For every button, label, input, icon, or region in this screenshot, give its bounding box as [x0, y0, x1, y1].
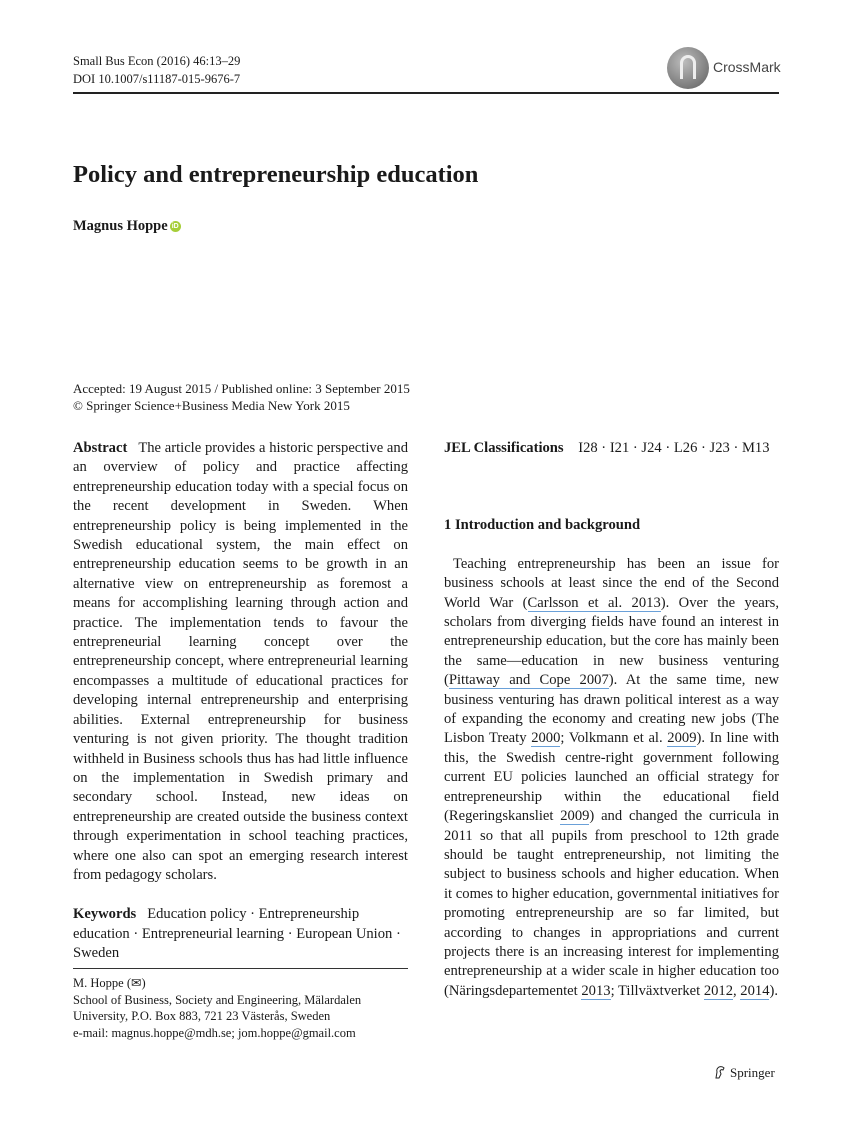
citation-link[interactable]: 2012 — [703, 982, 733, 999]
running-header — [73, 52, 240, 88]
doi[interactable]: DOI 10.1007/s11187-015-9676-7 — [73, 72, 241, 86]
keywords-text: Education policy · Entrepreneurship education · Entrepreneurial learning · European Union · Sweden — [73, 906, 401, 962]
keywords — [73, 905, 408, 963]
keywords-label: Keywords — [73, 906, 137, 923]
accepted-published: Accepted: 19 August 2015 / Published online: 3 September 2015 — [73, 381, 410, 396]
footnote-affiliation: School of Business, Society and Engineering, Mälardalen University, P.O. Box 883, 721 23 Västerås, Sweden — [73, 992, 362, 1023]
crossmark-label: CrossMark — [713, 59, 781, 75]
abstract-text: The article provides a historic perspective and an overview of policy and practice affecting entrepreneurship education today with a special focus on the recent development in Sweden. When entrepreneurship policy is being implemented in the Swedish educational system, the main effect on entrepreneurship education seems to be growth in an alternative view on entrepreneurship as foremost a means for accomplishing learning through action and practice. The implementation tends to favour the entrepreneurial learning concept over the entrepreneurship concept, where entrepreneurial learning encompasses a multitude of educational practices for developing internal entrepreneurship and enterprising abilities. External entrepreneurship for business venturing is not given priority. The thought tradition withheld in Business schools thus has had little influence on the implementation in Swedish primary and secondary school. Instead, new ideas on entrepreneurship are created outside the business context through experimentation in school teaching practices, where one also can spot an emerging research interest from pedagogy scholars. — [73, 440, 408, 883]
citation-link[interactable]: 2009 — [560, 808, 590, 825]
citation-link[interactable]: 2013 — [581, 982, 611, 999]
orcid-icon[interactable]: iD — [171, 223, 179, 231]
article-title: Policy and entrepreneurship education — [73, 161, 479, 188]
citation-link[interactable]: 2000 — [531, 730, 561, 747]
section-heading: 1 Introduction and background — [444, 517, 641, 534]
crossmark-badge[interactable] — [667, 47, 779, 91]
header-rule — [73, 92, 779, 94]
footnote-rule — [73, 968, 408, 969]
footnote-email[interactable]: e-mail: magnus.hoppe@mdh.se; jom.hoppe@gmail.com — [73, 1025, 356, 1040]
jel-codes: I28 · I21 · J24 · L26 · J23 · M13 — [578, 440, 770, 456]
author-name[interactable]: Magnus Hoppe — [73, 218, 168, 234]
intro-paragraph: Teaching entrepreneurship has been an issue for business schools at least since the end of the Second World War (Carlsson et al. 2013). Over the years, scholars from diverging fields have found an interest in entrepreneurship education, but the core has mainly been the same—education in new business venturing (Pittaway and Cope 2007). At the same time, new business venturing has drawn political interest as a way of expanding the economy and creating new jobs (The Lisbon Treaty 2000; Volkmann et al. 2009). In line with this, the Swedish centre-right government following current EU policies launched an official strategy for entrepreneurship within the educational field (Regeringskansliet 2009) and changed the curricula in 2011 so that all pupils from preschool to 12th grade should be taught entrepreneurship, not limiting the subject to business schools and higher education. When it comes to higher education, governmental initiatives for promoting entrepreneurship are so far limited, but according to changes in appropriations and current projects there is an increasing interest for implementing entrepreneurship at a wider scale in higher education too (Näringsdepartementet 2013; Tillväxtverket 2012, 2014). — [444, 555, 780, 999]
abstract-label: Abstract — [73, 440, 128, 456]
copyright: © Springer Science+Business Media New York 2015 — [73, 398, 350, 413]
article-dates — [73, 380, 410, 414]
jel-classifications — [444, 439, 779, 458]
publisher-logo — [713, 1065, 775, 1081]
abstract — [73, 439, 408, 885]
springer-horse-icon — [713, 1065, 727, 1079]
right-column — [444, 439, 779, 1001]
left-column — [73, 439, 408, 964]
crossmark-icon — [667, 47, 709, 89]
citation-link[interactable]: Pittaway and Cope 2007 — [448, 672, 609, 689]
citation-link[interactable]: 2009 — [667, 730, 697, 747]
author-line — [73, 218, 181, 235]
publisher-name: Springer — [730, 1065, 775, 1080]
jel-label: JEL Classifications — [444, 440, 564, 456]
author-footnote — [73, 975, 413, 1041]
citation-link[interactable]: 2014 — [740, 982, 770, 999]
citation-link[interactable]: Carlsson et al. 2013 — [527, 594, 661, 611]
footnote-name: M. Hoppe (✉) — [73, 976, 146, 990]
journal-citation: Small Bus Econ (2016) 46:13–29 — [73, 54, 241, 68]
